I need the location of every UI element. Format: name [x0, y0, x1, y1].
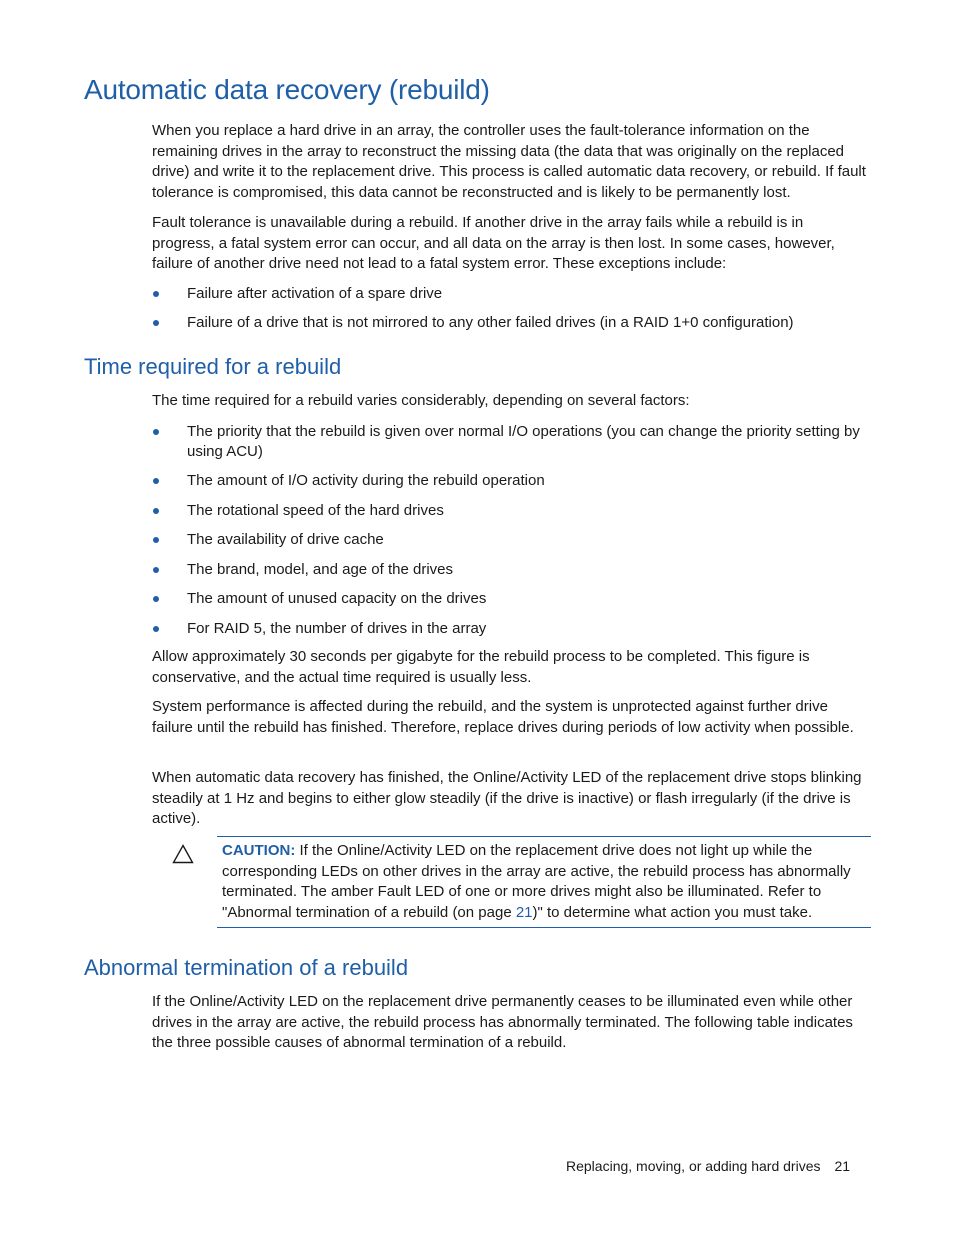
- page-title: Automatic data recovery (rebuild): [84, 74, 490, 105]
- time-paragraph-4: When automatic data recovery has finished, the Online/Activity LED of the replacement drive stops blinking steadily at 1 Hz and begins to either glow steadily (if the drive is inactive) or flash irregularly (if the drive is active).: [152, 769, 862, 827]
- bullet-icon: [153, 508, 159, 514]
- caution-callout: [217, 836, 871, 928]
- bullet-icon: [153, 291, 159, 297]
- footer-chapter-title: Replacing, moving, or adding hard drives: [566, 1158, 821, 1174]
- bullet-icon: [153, 320, 159, 326]
- page-reference-link[interactable]: 21: [515, 903, 533, 921]
- bullet-icon: [153, 626, 159, 632]
- section-heading-abnormal: Abnormal termination of a rebuild: [84, 955, 409, 980]
- time-paragraph-1: The time required for a rebuild varies considerably, depending on several factors:: [152, 392, 690, 409]
- exceptions-list: [152, 284, 868, 333]
- time-paragraph-2: Allow approximately 30 seconds per gigabyte for the rebuild process to be completed. This figure is conservative, and the actual time required is usually less.: [152, 648, 810, 686]
- page-footer: [566, 1158, 850, 1174]
- bullet-icon: [153, 596, 159, 602]
- time-paragraph-3: System performance is affected during the rebuild, and the system is unprotected against further drive failure until the rebuild has finished. Therefore, replace drives during periods of low activity when possible.: [152, 698, 854, 736]
- list-item: For RAID 5, the number of drives in the array: [152, 619, 868, 639]
- page-number: 21: [834, 1158, 851, 1174]
- list-item: Failure after activation of a spare drive: [152, 284, 868, 304]
- list-item: The priority that the rebuild is given over normal I/O operations (you can change the priority setting by using ACU): [152, 422, 868, 462]
- list-item: The amount of unused capacity on the drives: [152, 589, 868, 609]
- bullet-icon: [153, 429, 159, 435]
- caution-label: CAUTION:: [222, 842, 296, 859]
- abnormal-paragraph-1: If the Online/Activity LED on the replacement drive permanently ceases to be illuminated even while other drives in the array are active, the rebuild process has abnormally terminated. The following table indicates the three possible causes of abnormal termination of a rebuild.: [152, 993, 853, 1051]
- bullet-icon: [153, 537, 159, 543]
- list-item: The rotational speed of the hard drives: [152, 501, 868, 521]
- list-item: Failure of a drive that is not mirrored to any other failed drives (in a RAID 1+0 configuration): [152, 313, 868, 333]
- list-item: The amount of I/O activity during the rebuild operation: [152, 471, 868, 491]
- list-item: The brand, model, and age of the drives: [152, 560, 868, 580]
- section-heading-time: Time required for a rebuild: [84, 354, 342, 379]
- intro-paragraph-2: Fault tolerance is unavailable during a rebuild. If another drive in the array fails while a rebuild is in progress, a fatal system error can occur, and all data on the array is then lost. In some cases, however, failure of another drive need not lead to a fatal system error. These exceptions include:: [152, 214, 835, 272]
- bullet-icon: [153, 478, 159, 484]
- warning-triangle-icon: [172, 844, 194, 864]
- list-item: The availability of drive cache: [152, 530, 868, 550]
- bullet-icon: [153, 567, 159, 573]
- factors-list: [152, 422, 868, 639]
- intro-paragraph-1: When you replace a hard drive in an array, the controller uses the fault-tolerance information on the remaining drives in the array to reconstruct the missing data (the data that was originally on the replaced drive) and write it to the replacement drive. This process is called automatic data recovery, or rebuild. If fault tolerance is compromised, this data cannot be reconstructed and is likely to be permanently lost.: [152, 122, 866, 201]
- caution-text: CAUTION: If the Online/Activity LED on the replacement drive does not light up while the corresponding LEDs on other drives in the array are active, the rebuild process has abnormally terminated. The amber Fault LED of one or more drives might also be illuminated. Refer to "Abnormal termination of a rebuild (on page 21)" to determine what action you must take.: [222, 842, 851, 921]
